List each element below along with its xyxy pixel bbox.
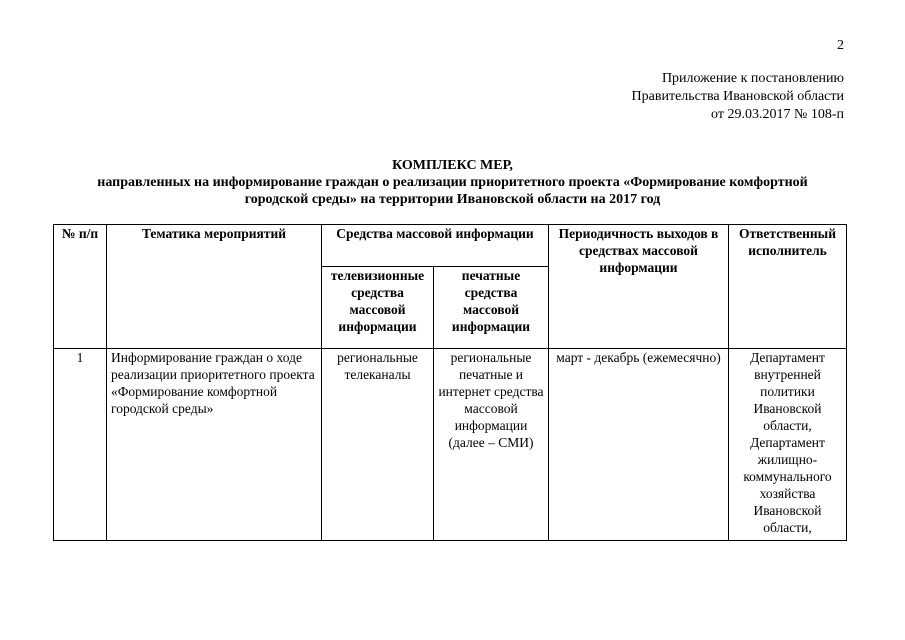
measures-table: [53, 224, 847, 541]
header-tv-media: телевизионные средства массовой информации: [322, 267, 434, 349]
cell-period: март - декабрь (ежемесячно): [549, 349, 729, 541]
header-print-media: печатные средства массовой информации: [434, 267, 549, 349]
page-number: 2: [837, 38, 844, 53]
table-row: [54, 349, 847, 541]
cell-topic: Информирование граждан о ходе реализации приоритетного проекта «Формирование комфортной городской среды»: [107, 349, 322, 541]
header-row: [54, 225, 847, 267]
header-media: Средства массовой информации: [322, 225, 549, 267]
cell-tv-media: региональные телеканалы: [322, 349, 434, 541]
header-period: Периодичность выходов в средствах массовой информации: [549, 225, 729, 349]
appendix-line-2: Правительства Ивановской области: [631, 89, 844, 104]
title-line-2: направленных на информирование граждан о реализации приоритетного проекта «Формирование комфортной: [97, 175, 808, 190]
cell-responsible: Департамент внутренней политики Ивановской области, Департамент жилищно-коммунального хозяйства Ивановской области,: [729, 349, 847, 541]
title-line-3: городской среды» на территории Ивановской области на 2017 год: [244, 192, 661, 207]
header-num: № п/п: [54, 225, 107, 349]
appendix-line-1: Приложение к постановлению: [661, 71, 844, 86]
header-topic: Тематика мероприятий: [107, 225, 322, 349]
title-line-1: КОМПЛЕКС МЕР,: [392, 158, 513, 173]
appendix-line-3: от 29.03.2017 № 108-п: [711, 107, 844, 122]
document-title: [40, 157, 865, 208]
cell-print-media: региональные печатные и интернет средства массовой информации (далее – СМИ): [434, 349, 549, 541]
appendix-note: [632, 70, 844, 124]
header-responsible: Ответственный исполнитель: [729, 225, 847, 349]
cell-num: 1: [54, 349, 107, 541]
